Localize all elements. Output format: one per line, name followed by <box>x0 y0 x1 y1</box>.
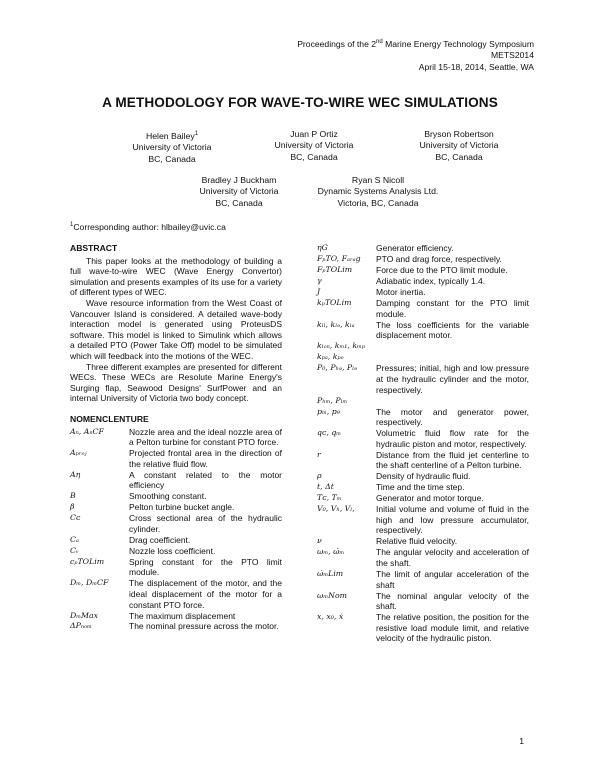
nomenclature-symbol: pₘ, p₉ <box>317 406 340 416</box>
nomenclature-description: Nozzle area and the ideal nozzle area of a Pelton turbine for constant PTO force. <box>129 426 282 448</box>
nomenclature-entry <box>70 611 282 622</box>
nomenclature-symbol: FₚTO, Fₐᵣₐg <box>317 254 361 264</box>
author-name: Bryson Robertson <box>424 129 494 139</box>
nomenclature-description: The nominal pressure across the motor. <box>129 621 279 632</box>
nomenclature-description: Motor inertia. <box>376 287 426 298</box>
nomenclature-description <box>376 341 529 352</box>
nomenclature-symbol: ηG <box>317 243 328 253</box>
author-location: BC, Canada <box>215 197 263 208</box>
nomenclature-entry <box>317 591 529 612</box>
nomenclature-symbol: γ <box>317 276 322 286</box>
nomenclature-symbol: ωₘNom <box>317 590 348 600</box>
abstract-paragraph: Wave resource information from the West Coast of Vancouver Island is considered. A detailed wave-body interaction model is generated using ProteusDS software. This model is linked to Simulink which allows a detailed PTO (Power Take Off) model to be simulated which will feedback into the motions of the WEC. <box>70 297 282 361</box>
nomenclature-symbol: Aη <box>70 469 81 479</box>
nomenclature-description: Smoothing constant. <box>129 491 207 502</box>
nomenclature-entry <box>317 428 529 449</box>
nomenclature-entry <box>70 470 282 491</box>
author-location: Victoria, BC, Canada <box>337 197 419 208</box>
author-name: Bradley J Buckham <box>201 175 277 185</box>
nomenclature-symbol: β <box>70 502 75 512</box>
nomenclature-symbol: FₚTOLim <box>317 265 353 275</box>
nomenclature-entry <box>317 243 529 254</box>
author-name: Juan P Ortiz <box>290 129 338 139</box>
nomenclature-description: Cross sectional area of the hydraulic cylinder. <box>129 513 282 534</box>
author-affiliation: University of Victoria <box>274 140 354 151</box>
nomenclature-symbol: V₀, Vₕ, Vₗ, <box>317 504 355 514</box>
nomenclature-entry <box>70 535 282 546</box>
nomenclature-description: The nominal angular velocity of the shaft. <box>376 590 529 612</box>
nomenclature-description: The motor and generator power, respectively. <box>376 406 529 428</box>
nomenclature-entry <box>317 407 529 428</box>
nomenclature-entry <box>70 621 282 632</box>
nomenclature-description: Generator and motor torque. <box>376 493 484 504</box>
nomenclature-symbol: J <box>317 287 321 297</box>
nomenclature-entry <box>317 276 529 287</box>
nomenclature-symbol: kₗₗ, kₗₔ, kₗₐ <box>317 319 355 329</box>
nomenclature-list-right <box>317 243 529 644</box>
header-line-2: METS2014 <box>491 50 534 61</box>
footnote-corresponding-author: $^1$Corresponding author: hlbailey@uvic.ca <box>70 222 226 232</box>
author-location: BC, Canada <box>148 153 196 164</box>
nomenclature-description <box>376 352 529 363</box>
nomenclature-entry <box>317 471 529 482</box>
nomenclature-description: The maximum displacement <box>129 610 236 621</box>
nomenclature-symbol: kₗₒₙ, kₘ₁, kₘₚ <box>317 341 365 351</box>
author-affiliation: University of Victoria <box>132 142 212 153</box>
nomenclature-description <box>376 396 529 407</box>
page-number: 1 <box>519 736 524 746</box>
nomenclature-symbol: ρ <box>317 471 322 481</box>
nomenclature-list-left <box>70 427 282 633</box>
nomenclature-description: PTO and drag force, respectively. <box>376 254 502 265</box>
conference-header <box>297 37 534 73</box>
nomenclature-description: Drag coefficient. <box>129 534 191 545</box>
nomenclature-description: The displacement of the motor, and the ideal displacement of the motor for a constant PTO force. <box>129 578 282 610</box>
nomenclature-entry <box>70 491 282 502</box>
nomenclature-description: Spring constant for the PTO limit module. <box>129 556 282 578</box>
nomenclature-description: Adiabatic index, typically 1.4. <box>376 276 486 287</box>
nomenclature-entry <box>317 287 529 298</box>
author-affiliation: Dynamic Systems Analysis Ltd. <box>317 186 439 197</box>
nomenclature-description: Nozzle loss coefficient. <box>129 545 216 556</box>
nomenclature-entry <box>317 493 529 504</box>
nomenclature-heading: NOMENCLENTURE <box>70 413 149 424</box>
nomenclature-description: The loss coefficients for the variable displacement motor. <box>376 319 529 341</box>
header-line-3: April 15-18, 2014, Seattle, WA <box>418 61 534 72</box>
nomenclature-symbol: ω̇ₘLim <box>317 569 344 579</box>
nomenclature-symbol: B <box>70 491 76 501</box>
author-block <box>164 175 314 209</box>
author-location: BC, Canada <box>435 151 483 162</box>
author-name: Helen Bailey$^1$ <box>145 130 199 141</box>
nomenclature-description: Relative fluid velocity. <box>376 536 458 547</box>
nomenclature-description: Volumetric fluid flow rate for the hydraulic piston and motor, respectively. <box>376 428 529 449</box>
nomenclature-symbol: ΔPₙₒₘ <box>70 621 92 631</box>
nomenclature-entry <box>317 536 529 547</box>
nomenclature-description: Pressures; initial, high and low pressure at the hydraulic cylinder and the motor, respectively. <box>376 363 529 395</box>
nomenclature-symbol: t, Δt <box>317 482 334 492</box>
nomenclature-entry <box>317 504 529 536</box>
nomenclature-entry <box>317 612 529 644</box>
nomenclature-description: A constant related to the motor efficiency <box>129 469 282 491</box>
nomenclature-entry <box>317 363 529 395</box>
nomenclature-description: The relative position, the position for the resistive load module limit, and relative velocity of the hydraulic piston. <box>376 612 529 644</box>
nomenclature-symbol: Dₘ, DₘCF <box>70 578 109 588</box>
author-block <box>239 129 389 163</box>
author-name: Ryan S Nicoll <box>351 175 405 185</box>
author-block <box>303 175 453 209</box>
nomenclature-entry <box>317 298 529 319</box>
nomenclature-entry <box>317 547 529 568</box>
nomenclature-entry <box>317 265 529 276</box>
nomenclature-symbol: ωₘ, ω̇ₘ <box>317 547 345 557</box>
nomenclature-symbol: kₚTOLim <box>317 298 352 308</box>
nomenclature-entry <box>317 352 529 363</box>
nomenclature-entry <box>70 513 282 534</box>
paper-title: A METHODOLOGY FOR WAVE-TO-WIRE WEC SIMULATIONS <box>102 95 498 110</box>
nomenclature-entry <box>317 450 529 471</box>
nomenclature-description: Time and the time step. <box>376 482 465 493</box>
author-block <box>384 129 534 163</box>
nomenclature-symbol: x, x₀, ẋ <box>317 612 344 622</box>
abstract-paragraph: This paper looks at the methodology of building a full wave-to-wire WEC (Wave Energy Convertor) simulation and presents examples of its use for a variety of different types of WEC. <box>70 255 282 298</box>
nomenclature-entry <box>317 341 529 352</box>
nomenclature-description: Generator efficiency. <box>376 243 454 254</box>
nomenclature-symbol: Cᴄ <box>70 513 81 523</box>
nomenclature-symbol: ν <box>317 536 322 546</box>
nomenclature-entry <box>70 557 282 578</box>
nomenclature-description: Density of hydraulic fluid. <box>376 471 471 482</box>
author-affiliation: University of Victoria <box>419 140 499 151</box>
nomenclature-description: Initial volume and volume of fluid in the high and low pressure accumulator, respectively. <box>376 504 529 536</box>
nomenclature-symbol: kₚₐ, kₚₒ <box>317 352 344 362</box>
header-line-1: Proceedings of the 2nd Marine Energy Technology Symposium <box>297 38 534 49</box>
nomenclature-description: Projected frontal area in the direction of the relative fluid flow. <box>129 448 282 469</box>
nomenclature-symbol: P₀, Pₕₔ, Pₗₔ <box>317 363 358 373</box>
nomenclature-entry <box>70 502 282 513</box>
nomenclature-description: The angular velocity and acceleration of the shaft. <box>376 547 529 569</box>
abstract-paragraph: Three different examples are presented for different WECs. These WECs are Resolute Marine Energy's Surging flap, Seawood Designs' SurfPower and an internal University of Victoria two body concept. <box>70 361 282 404</box>
nomenclature-entry <box>70 578 282 610</box>
left-column <box>70 243 282 632</box>
nomenclature-symbol: DₘMax <box>70 610 99 620</box>
nomenclature-entry <box>317 320 529 341</box>
author-location: BC, Canada <box>290 151 338 162</box>
nomenclature-description: Pelton turbine bucket angle. <box>129 502 235 513</box>
nomenclature-entry <box>70 448 282 469</box>
nomenclature-symbol: Aₙ, AₙCF <box>70 426 104 436</box>
nomenclature-entry <box>317 569 529 590</box>
nomenclature-entry <box>317 396 529 407</box>
nomenclature-entry <box>70 427 282 448</box>
nomenclature-entry <box>317 254 529 265</box>
nomenclature-symbol: Pₕₘ, Pₗₘ <box>317 395 348 405</box>
nomenclature-symbol: Tᴄ, Tₘ <box>317 493 342 503</box>
nomenclature-entry <box>317 482 529 493</box>
nomenclature-symbol: Aₚᵣₒⱼ <box>70 448 87 458</box>
nomenclature-symbol: cₚTOLim <box>70 556 105 566</box>
nomenclature-description: Damping constant for the PTO limit module. <box>376 298 529 319</box>
nomenclature-symbol: Cₐ <box>70 534 79 544</box>
right-column <box>317 243 529 644</box>
nomenclature-description: Force due to the PTO limit module. <box>376 265 508 276</box>
nomenclature-description: The limit of angular acceleration of the shaft <box>376 569 529 590</box>
nomenclature-symbol: r <box>317 449 321 459</box>
author-block <box>97 129 247 165</box>
nomenclature-symbol: Cᵥ <box>70 545 79 555</box>
author-affiliation: University of Victoria <box>199 186 279 197</box>
nomenclature-description: Distance from the fluid jet centerline to the shaft centerline of a Pelton turbine. <box>376 449 529 471</box>
nomenclature-entry <box>70 546 282 557</box>
abstract-heading: ABSTRACT <box>70 243 118 253</box>
nomenclature-symbol: qᴄ, qₘ <box>317 428 342 438</box>
